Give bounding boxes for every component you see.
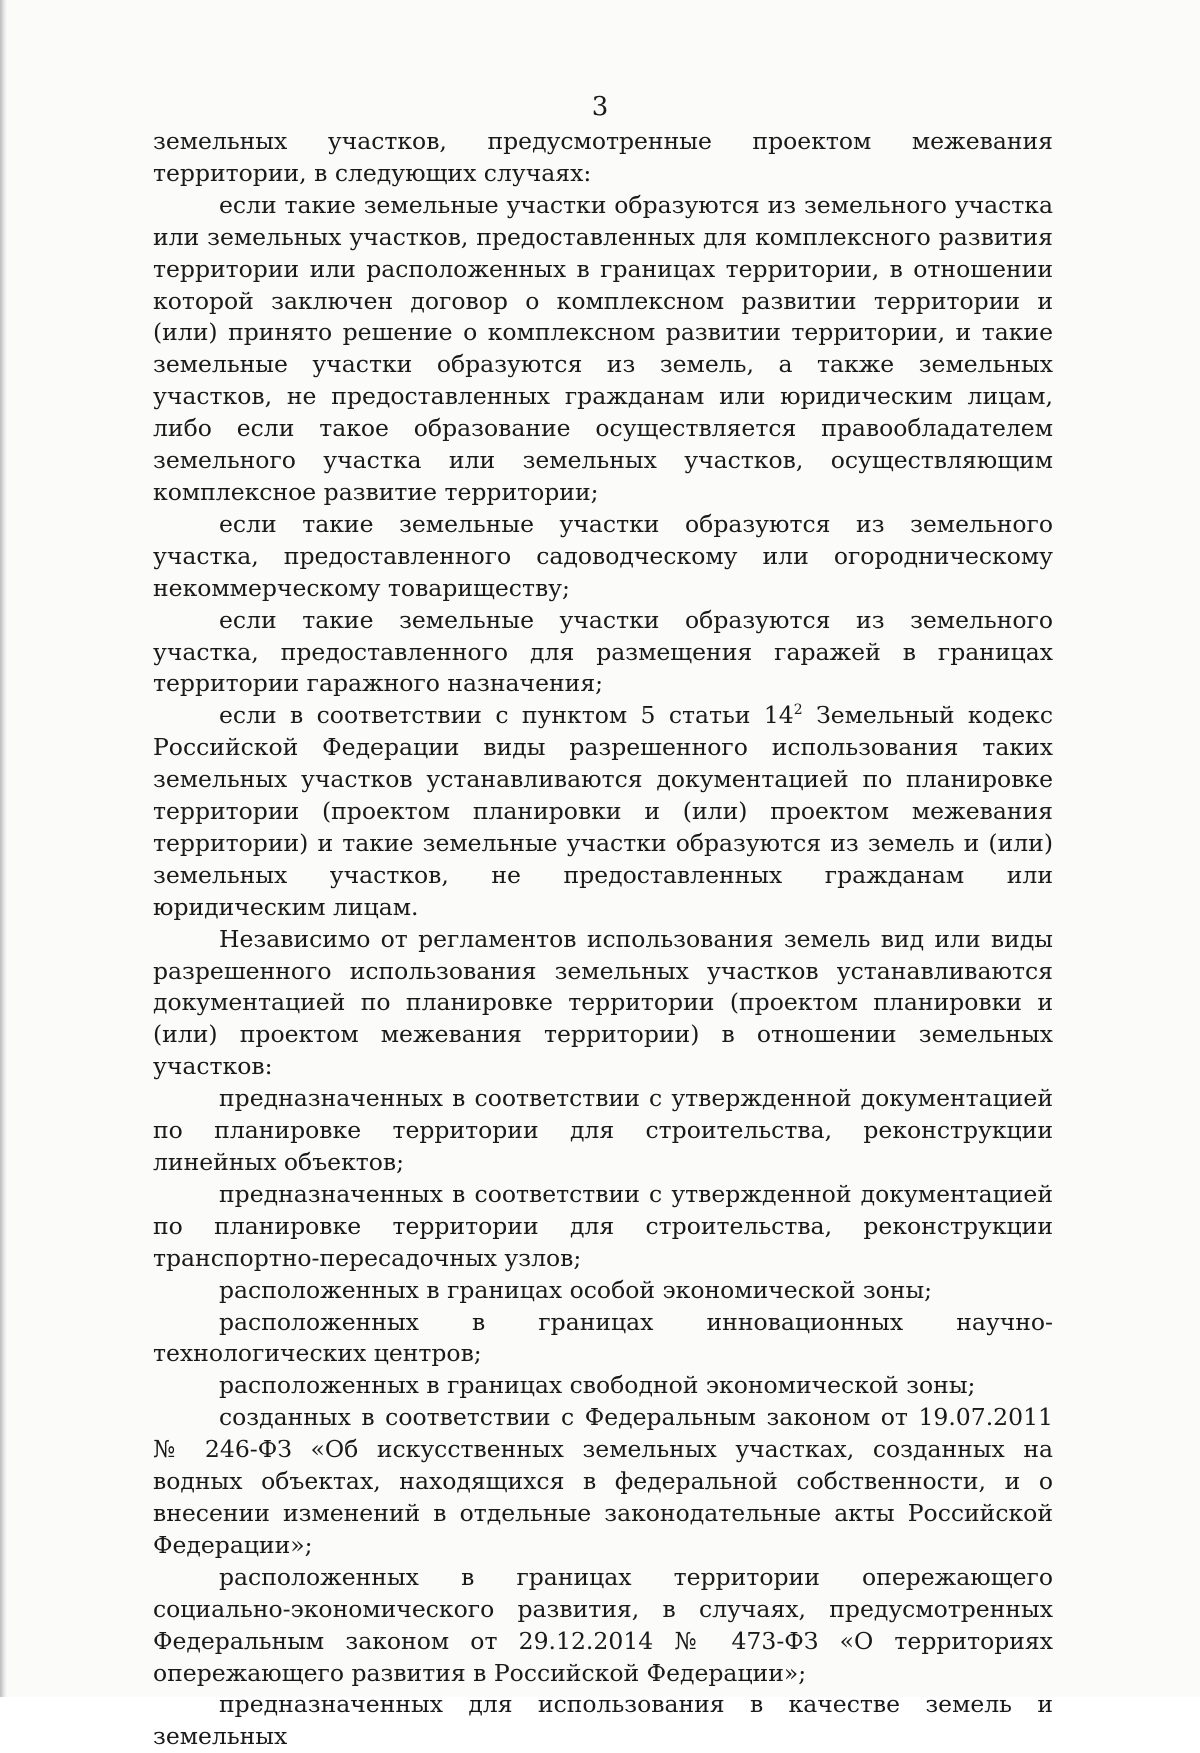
paragraph-text-before-superscript: если в соответствии с пунктом 5 статьи 14 [219,701,794,730]
paragraph-case-land-code [153,700,1053,923]
paragraph-case-complex-development: если такие земельные участки образуются из земельного участка или земельных участков, предоставленных для комплексного развития территории или расположенных в границах территории, в отношении которой заключен договор о комплексном развитии территории и (или) принято решение о комплексном развитии территории, и такие земельные участки образуются из земель, а также земельных участков, не предоставленных гражданам или юридическим лицам, либо если такое образование осуществляется правообладателем земельного участка или земельных участков, осуществляющим комплексное развитие территории; [153,190,1053,506]
paragraph-free-economic-zone: расположенных в границах свободной экономической зоны; [219,1371,976,1400]
paragraph-special-economic-zone: расположенных в границах особой экономической зоны; [219,1275,933,1304]
paragraph-innovation-centers: расположенных в границах инновационных научно-технологических центров; [153,1307,1053,1368]
scan-edge-shadow [0,0,7,1697]
paragraph-transport-hubs: предназначенных в соответствии с утвержденной документацией по планировке территории для строительства, реконструкции транспортно-пересадочных узлов; [153,1179,1053,1272]
paragraph-independent-of-regulations: Независимо от регламентов использования земель вид или виды разрешенного использования земельных участков устанавливаются документацией по планировке территории (проектом планировки и (или) проектом межевания территории) в отношении земельных участков: [153,924,1053,1081]
paragraph-continuation: земельных участков, предусмотренные проектом межевания территории, в следующих случаях: [153,127,1053,187]
paragraph-intended-use: предназначенных для использования в качестве земель и земельных [153,1690,1053,1751]
paragraph-linear-objects: предназначенных в соответствии с утвержденной документацией по планировке территории для строительства, реконструкции линейных объектов; [153,1084,1053,1176]
page-number: 3 [591,92,609,122]
paragraph-text-after-superscript: Земельный кодекс Российской Федерации виды разрешенного использования таких земельных участков устанавливаются документацией по планировке территории (проектом планировки и (или) проектом межевания территории) и такие земельные участки образуются из земель и (или) земельных участков, не предоставленных гражданам или юридическим лицам. [153,701,1053,921]
paragraph-advanced-development: расположенных в границах территории опережающего социально-экономического развития, в случаях, предусмотренных Федеральным законом от 29.12.2014 № 473-ФЗ «О территориях опережающего развития в Российской Федерации»; [153,1562,1053,1687]
document-body [153,126,1053,1753]
paragraph-case-garages: если такие земельные участки образуются из земельного участка, предоставленного для размещения гаражей в границах территории гаражного назначения; [153,605,1053,698]
paragraph-artificial-land-plots: созданных в соответствии с Федеральным законом от 19.07.2011 № 246-ФЗ «Об искусственных земельных участках, созданных на водных объектах, находящихся в федеральной собственности, и о внесении изменений в отдельные законодательные акты Российской Федерации»; [153,1403,1053,1559]
paragraph-case-gardening: если такие земельные участки образуются из земельного участка, предоставленного садоводческому или огородническому некоммерческому товариществу; [153,509,1053,602]
superscript: 2 [793,702,803,719]
